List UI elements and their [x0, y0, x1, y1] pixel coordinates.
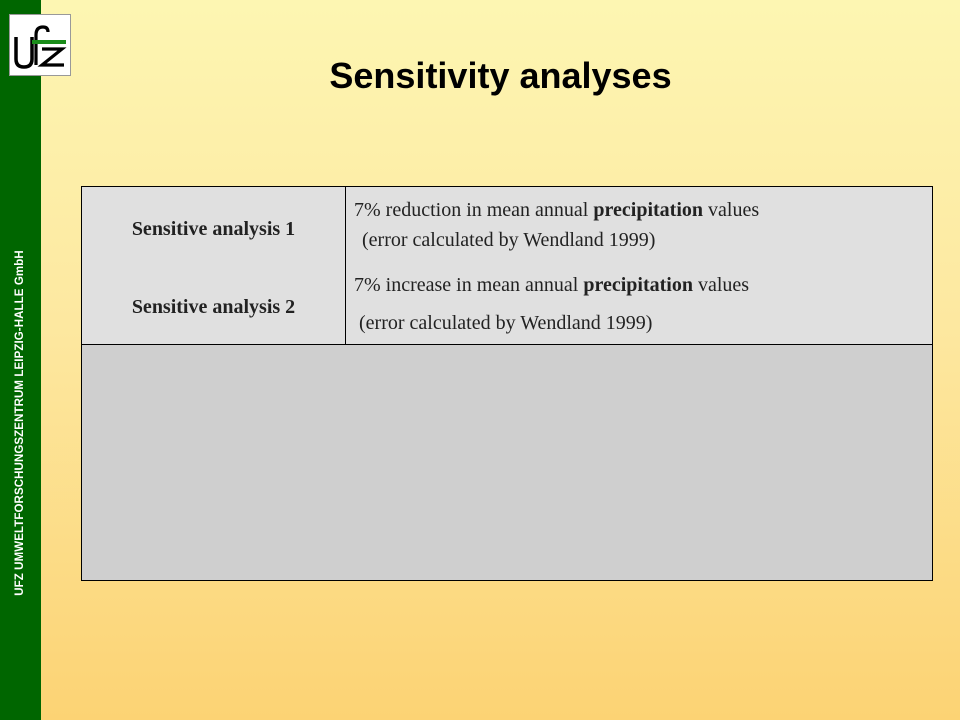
description-text: values: [693, 274, 750, 296]
description-text: 7% increase in mean annual: [354, 274, 584, 296]
description-bold-text: precipitation: [593, 199, 704, 221]
description-text: values: [703, 199, 760, 221]
description-line-2: (error calculated by Wendland 1999): [362, 229, 656, 251]
description-bold-text: precipitation: [583, 274, 693, 296]
row-description: [346, 267, 932, 344]
slide-title: Sensitivity analyses: [329, 55, 672, 96]
sensitivity-table: [81, 186, 933, 581]
row-label-text: Sensitive analysis 1: [131, 217, 296, 240]
description-line-1: [354, 199, 759, 222]
row-description: [346, 187, 932, 267]
row-label: [82, 267, 346, 344]
table-row: [82, 187, 932, 268]
table-row: [82, 267, 932, 345]
description-text: 7% reduction in mean annual: [354, 199, 594, 221]
description-line-1: [354, 274, 749, 297]
row-label-text: Sensitive analysis 2: [131, 296, 296, 318]
description-line-2: (error calculated by Wendland 1999): [359, 312, 653, 334]
row-label: [82, 187, 346, 267]
sidebar: [0, 0, 41, 720]
sidebar-organization-text: UFZ UMWELTFORSCHUNGSZENTRUM LEIPZIG-HALLE GmbH: [14, 250, 26, 596]
